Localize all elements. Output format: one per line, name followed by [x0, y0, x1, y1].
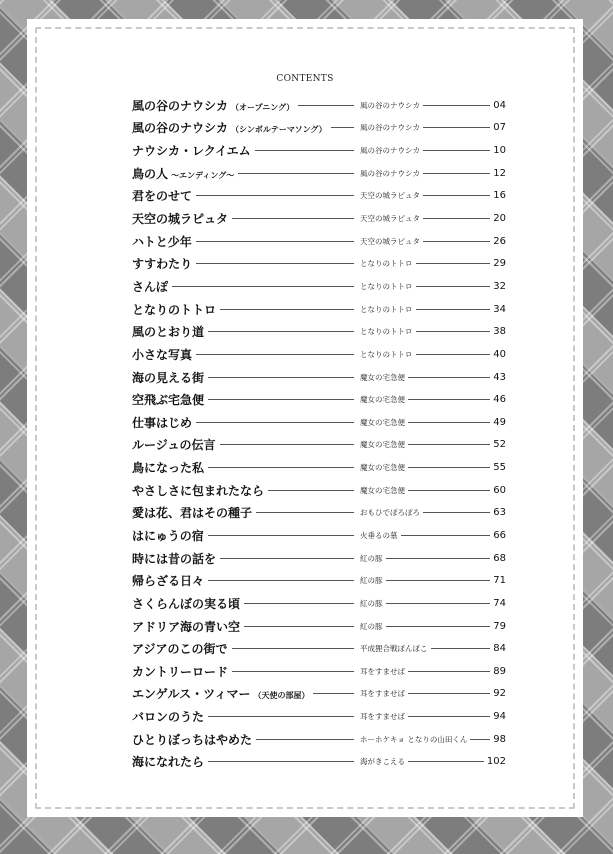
leader-line: [408, 671, 490, 672]
song-title: [132, 323, 204, 340]
contents-page: [27, 19, 583, 817]
page-number: 55: [493, 462, 506, 474]
toc-entry: [132, 683, 506, 706]
table-of-contents: [132, 94, 506, 773]
page-number: 71: [493, 575, 506, 587]
song-title-main: バロンのうた: [132, 710, 205, 725]
film-name: 紅の豚: [360, 576, 383, 586]
toc-entry-left: [132, 708, 357, 725]
song-title: [132, 436, 216, 453]
song-title-main: 愛は花、君はその種子: [132, 506, 253, 521]
toc-entry-left: [132, 731, 357, 748]
film-name: となりのトトロ: [360, 281, 413, 291]
song-title: [132, 527, 204, 544]
song-title: [132, 708, 204, 725]
film-name: おもひでぽろぽろ: [360, 508, 420, 518]
song-title-main: 海の見える街: [132, 370, 205, 385]
film-name: 魔女の宅急便: [360, 440, 405, 450]
toc-entry: [132, 637, 506, 660]
toc-entry: [132, 502, 506, 525]
toc-entry-left: [132, 233, 357, 250]
toc-entry-right: [360, 258, 506, 269]
film-name: 耳をすませば: [360, 689, 405, 699]
leader-line: [196, 354, 354, 355]
film-name: 風の谷のナウシカ: [360, 146, 420, 156]
toc-entry-right: [360, 598, 506, 609]
toc-entry: [132, 728, 506, 751]
film-name: となりのトトロ: [360, 349, 413, 359]
leader-line: [256, 512, 354, 513]
toc-entry: [132, 456, 506, 479]
film-name: 天空の城ラピュタ: [360, 214, 420, 224]
toc-entry-right: [360, 530, 506, 541]
leader-line: [423, 173, 490, 174]
toc-entry-right: [360, 100, 506, 111]
toc-entry-left: [132, 459, 357, 476]
leader-line: [208, 580, 354, 581]
leader-line: [196, 263, 354, 264]
leader-line: [244, 626, 354, 627]
song-title-main: ナウシカ・レクイエム: [132, 144, 251, 159]
page-number: 12: [493, 167, 506, 179]
film-name: 天空の城ラピュタ: [360, 236, 420, 246]
song-title-main: さくらんぼの実る頃: [132, 596, 241, 611]
toc-entry: [132, 547, 506, 570]
song-title: [132, 572, 204, 589]
toc-entry: [132, 660, 506, 683]
leader-line: [386, 580, 491, 581]
toc-entry-right: [360, 462, 506, 473]
song-title: [132, 753, 204, 770]
song-title-main: 鳥の人: [132, 166, 169, 181]
toc-entry-left: [132, 436, 357, 453]
toc-entry: [132, 117, 506, 140]
toc-entry-left: [132, 527, 357, 544]
toc-entry: [132, 94, 506, 117]
leader-line: [408, 490, 490, 491]
song-title: [132, 618, 240, 635]
leader-line: [313, 693, 354, 694]
song-title: [132, 119, 327, 136]
page-number: 49: [493, 416, 506, 428]
page-number: 79: [493, 620, 506, 632]
song-title: [132, 369, 204, 386]
toc-entry-left: [132, 119, 357, 136]
toc-entry-left: [132, 346, 357, 363]
film-name: 風の谷のナウシカ: [360, 123, 420, 133]
page-number: 98: [493, 733, 506, 745]
leader-line: [408, 467, 490, 468]
leader-line: [232, 218, 354, 219]
song-title-main: 空飛ぶ宅急便: [132, 393, 205, 408]
song-title-subtitle: 〜エンディング〜: [171, 170, 235, 180]
song-title-main: はにゅうの宿: [132, 528, 204, 543]
song-title: [132, 504, 252, 521]
leader-line: [220, 558, 354, 559]
song-title-main: アジアのこの街で: [132, 642, 228, 657]
song-title: [132, 459, 204, 476]
page-number: 04: [493, 99, 506, 111]
song-title-subtitle: （天使の部屋）: [253, 691, 310, 701]
page-number: 46: [493, 394, 506, 406]
toc-entry: [132, 524, 506, 547]
toc-entry-right: [360, 304, 506, 315]
song-title-main: 帰らざる日々: [132, 574, 205, 589]
toc-entry: [132, 479, 506, 502]
leader-line: [423, 105, 490, 106]
film-name: 紅の豚: [360, 553, 383, 563]
toc-entry-right: [360, 213, 506, 224]
toc-entry: [132, 252, 506, 275]
leader-line: [416, 331, 491, 332]
toc-entry-right: [360, 507, 506, 518]
contents-heading: CONTENTS: [276, 74, 334, 84]
film-name: 紅の豚: [360, 621, 383, 631]
toc-entry-right: [360, 281, 506, 292]
toc-entry-left: [132, 210, 357, 227]
toc-entry-left: [132, 550, 357, 567]
song-title: [132, 640, 228, 657]
page-number: 66: [493, 529, 506, 541]
toc-entry: [132, 139, 506, 162]
song-title: [132, 685, 309, 702]
toc-entry-left: [132, 640, 357, 657]
song-title-main: ひとりぼっちはやめた: [132, 732, 253, 747]
toc-entry: [132, 275, 506, 298]
page-number: 63: [493, 507, 506, 519]
leader-line: [416, 263, 491, 264]
toc-entry-left: [132, 278, 357, 295]
toc-entry-right: [360, 734, 506, 745]
song-title: [132, 550, 216, 567]
page-number: 29: [493, 258, 506, 270]
song-title-main: 海になれたら: [132, 755, 205, 770]
page-number: 52: [493, 439, 506, 451]
film-name: 魔女の宅急便: [360, 463, 405, 473]
page-number: 16: [493, 190, 506, 202]
song-title: [132, 482, 264, 499]
leader-line: [268, 490, 354, 491]
film-name: 魔女の宅急便: [360, 485, 405, 495]
song-title: [132, 301, 216, 318]
toc-entry-right: [360, 485, 506, 496]
leader-line: [386, 603, 491, 604]
film-name: 火垂るの墓: [360, 530, 398, 540]
film-name: 紅の豚: [360, 598, 383, 608]
leader-line: [408, 444, 490, 445]
page-number: 40: [493, 348, 506, 360]
toc-entry-left: [132, 97, 357, 114]
leader-line: [423, 195, 490, 196]
toc-entry-right: [360, 190, 506, 201]
song-title-main: ハトと少年: [132, 234, 192, 249]
toc-entry-left: [132, 369, 357, 386]
song-title-main: さんぽ: [132, 279, 169, 294]
toc-entry-left: [132, 504, 357, 521]
leader-line: [423, 218, 490, 219]
leader-line: [423, 150, 490, 151]
song-title-subtitle: （シンボルテーマソング）: [231, 125, 327, 135]
toc-entry-right: [360, 643, 506, 654]
song-title-main: 風の谷のナウシカ: [132, 121, 229, 136]
toc-entry: [132, 162, 506, 185]
toc-entry: [132, 615, 506, 638]
leader-line: [256, 739, 354, 740]
page-number: 84: [493, 643, 506, 655]
page-number: 38: [493, 326, 506, 338]
song-title-main: 天空の城ラピュタ: [132, 212, 229, 227]
leader-line: [423, 241, 490, 242]
song-title-main: 君をのせて: [132, 189, 193, 204]
leader-line: [470, 739, 490, 740]
leader-line: [416, 286, 491, 287]
film-name: 耳をすませば: [360, 712, 405, 722]
toc-entry-left: [132, 572, 357, 589]
toc-entry-right: [360, 666, 506, 677]
song-title: [132, 210, 228, 227]
song-title: [132, 233, 192, 250]
leader-line: [401, 535, 491, 536]
toc-entry-left: [132, 165, 357, 182]
leader-line: [208, 467, 354, 468]
leader-line: [431, 648, 491, 649]
leader-line: [386, 558, 491, 559]
toc-entry: [132, 230, 506, 253]
toc-entry: [132, 320, 506, 343]
leader-line: [208, 331, 354, 332]
film-name: 風の谷のナウシカ: [360, 100, 420, 110]
leader-line: [208, 377, 354, 378]
toc-entry-right: [360, 326, 506, 337]
toc-entry: [132, 434, 506, 457]
toc-entry-right: [360, 756, 506, 767]
leader-line: [416, 309, 491, 310]
toc-entry-left: [132, 142, 357, 159]
toc-entry: [132, 705, 506, 728]
leader-line: [232, 671, 354, 672]
toc-entry-right: [360, 711, 506, 722]
leader-line: [408, 422, 490, 423]
page-number: 102: [486, 756, 506, 768]
film-name: 耳をすませば: [360, 666, 405, 676]
leader-line: [232, 648, 354, 649]
song-title-main: アドリア海の青い空: [132, 619, 241, 634]
leader-line: [298, 105, 354, 106]
leader-line: [208, 535, 354, 536]
leader-line: [423, 512, 490, 513]
leader-line: [244, 603, 354, 604]
page-number: 60: [493, 484, 506, 496]
toc-entry-right: [360, 236, 506, 247]
song-title: [132, 278, 168, 295]
toc-entry-right: [360, 349, 506, 360]
leader-line: [408, 693, 490, 694]
leader-line: [386, 626, 491, 627]
song-title: [132, 595, 240, 612]
song-title-main: エンゲルス・ツィマー: [132, 687, 251, 702]
song-title-main: 仕事はじめ: [132, 415, 193, 430]
song-title: [132, 731, 252, 748]
leader-line: [408, 399, 490, 400]
leader-line: [208, 761, 354, 762]
page-number: 92: [493, 688, 506, 700]
song-title-main: すすわたり: [132, 257, 193, 272]
page-number: 68: [493, 552, 506, 564]
toc-entry-right: [360, 372, 506, 383]
toc-entry-left: [132, 391, 357, 408]
leader-line: [408, 761, 484, 762]
leader-line: [208, 716, 354, 717]
toc-entry-right: [360, 394, 506, 405]
song-title-main: 鳥になった私: [132, 461, 205, 476]
page-number: 32: [493, 280, 506, 292]
film-name: 風の谷のナウシカ: [360, 168, 420, 178]
song-title-main: 時には昔の話を: [132, 551, 217, 566]
toc-entry: [132, 298, 506, 321]
leader-line: [208, 399, 354, 400]
toc-entry-right: [360, 145, 506, 156]
toc-entry-right: [360, 688, 506, 699]
song-title: [132, 97, 294, 114]
toc-entry: [132, 569, 506, 592]
film-name: 魔女の宅急便: [360, 417, 405, 427]
toc-entry-left: [132, 618, 357, 635]
song-title-main: ルージュの伝言: [132, 438, 216, 453]
song-title-main: カントリーロード: [132, 664, 229, 679]
song-title: [132, 165, 234, 182]
toc-entry-left: [132, 301, 357, 318]
leader-line: [423, 127, 490, 128]
song-title: [132, 663, 228, 680]
page-number: 43: [493, 371, 506, 383]
toc-entry-right: [360, 621, 506, 632]
leader-line: [220, 309, 354, 310]
film-name: となりのトトロ: [360, 259, 413, 269]
page-number: 07: [493, 122, 506, 134]
toc-entry-right: [360, 122, 506, 133]
page-number: 94: [493, 711, 506, 723]
toc-entry: [132, 592, 506, 615]
song-title-main: となりのトトロ: [132, 302, 217, 317]
leader-line: [196, 195, 354, 196]
song-title: [132, 187, 192, 204]
toc-entry: [132, 751, 506, 774]
leader-line: [196, 241, 354, 242]
leader-line: [408, 716, 490, 717]
film-name: となりのトトロ: [360, 304, 413, 314]
film-name: 天空の城ラピュタ: [360, 191, 420, 201]
toc-entry-left: [132, 482, 357, 499]
toc-entry: [132, 343, 506, 366]
film-name: 海がきこえる: [360, 757, 405, 767]
toc-entry-right: [360, 168, 506, 179]
toc-entry: [132, 411, 506, 434]
leader-line: [408, 377, 490, 378]
toc-entry-left: [132, 685, 357, 702]
page-number: 10: [493, 145, 506, 157]
page-number: 20: [493, 213, 506, 225]
leader-line: [172, 286, 354, 287]
toc-entry-left: [132, 187, 357, 204]
song-title-main: 風のとおり道: [132, 325, 205, 340]
page-number: 34: [493, 303, 506, 315]
toc-entry-right: [360, 439, 506, 450]
page-number: 74: [493, 597, 506, 609]
song-title: [132, 414, 192, 431]
film-name: となりのトトロ: [360, 327, 413, 337]
leader-line: [416, 354, 491, 355]
toc-entry-left: [132, 595, 357, 612]
leader-line: [255, 150, 354, 151]
song-title-main: 小さな写真: [132, 347, 193, 362]
page-number: 89: [493, 665, 506, 677]
toc-entry-right: [360, 575, 506, 586]
leader-line: [331, 127, 354, 128]
toc-entry: [132, 366, 506, 389]
film-name: 魔女の宅急便: [360, 372, 405, 382]
toc-entry: [132, 185, 506, 208]
song-title: [132, 255, 192, 272]
toc-entry-right: [360, 417, 506, 428]
toc-entry: [132, 207, 506, 230]
film-name: 魔女の宅急便: [360, 395, 405, 405]
toc-entry: [132, 388, 506, 411]
toc-entry-left: [132, 255, 357, 272]
song-title: [132, 142, 251, 159]
leader-line: [238, 173, 354, 174]
film-name: ホーホケキョ となりの山田くん: [360, 734, 468, 744]
song-title-subtitle: （オープニング）: [231, 102, 295, 112]
toc-entry-left: [132, 323, 357, 340]
toc-entry-right: [360, 553, 506, 564]
toc-entry-left: [132, 753, 357, 770]
leader-line: [220, 444, 354, 445]
song-title: [132, 346, 192, 363]
toc-entry-left: [132, 414, 357, 431]
song-title: [132, 391, 204, 408]
song-title-main: やさしさに包まれたなら: [132, 483, 265, 498]
page-number: 26: [493, 235, 506, 247]
leader-line: [196, 422, 354, 423]
film-name: 平成狸合戦ぽんぽこ: [360, 644, 428, 654]
song-title-main: 風の谷のナウシカ: [132, 98, 229, 113]
toc-entry-left: [132, 663, 357, 680]
